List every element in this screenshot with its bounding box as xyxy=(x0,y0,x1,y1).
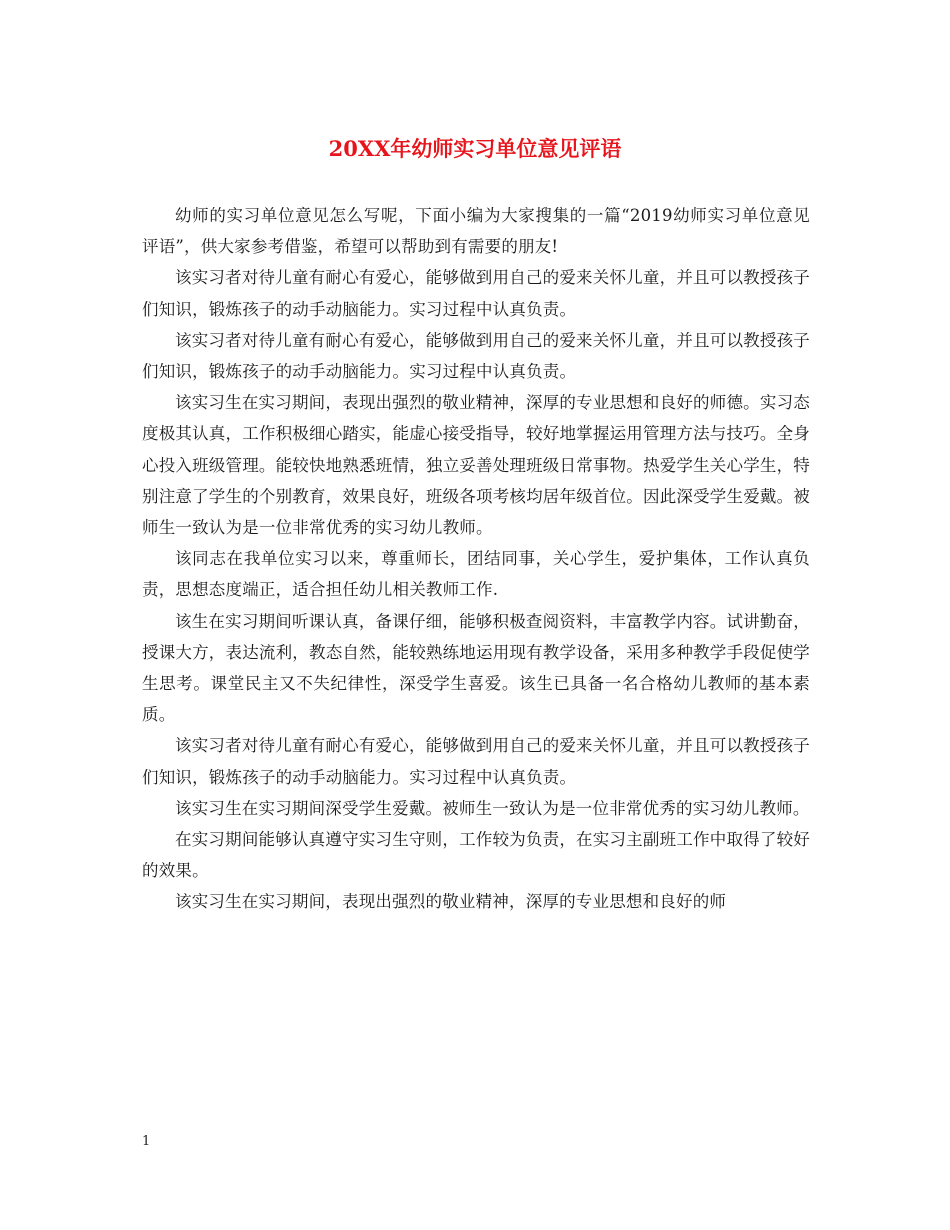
paragraph: 该生在实习期间听课认真，备课仔细，能够积极查阅资料，丰富教学内容。试讲勤奋，授课大方，表达流利，教态自然，能较熟练地运用现有教学设备，采用多种教学手段促使学生思考。课堂民主又不失纪律性，深受学生喜爱。该生已具备一名合格幼儿教师的基本素质。 xyxy=(142,611,810,725)
paragraph-continued: 该实习生在实习期间，表现出强烈的敬业精神，深厚的专业思想和良好的师 xyxy=(175,892,727,912)
paragraph: 该实习者对待儿童有耐心有爱心，能够做到用自己的爱来关怀儿童，并且可以教授孩子们知识，锻炼孩子的动手动脑能力。实习过程中认真负责。 xyxy=(142,330,810,382)
paragraph: 该实习者对待儿童有耐心有爱心，能够做到用自己的爱来关怀儿童，并且可以教授孩子们知识，锻炼孩子的动手动脑能力。实习过程中认真负责。 xyxy=(142,268,810,319)
paragraph: 该实习生在实习期间，表现出强烈的敬业精神，深厚的专业思想和良好的师德。实习态度极其认真，工作积极细心踏实，能虚心接受指导，较好地掌握运用管理方法与技巧。全身心投入班级管理。能较快地熟悉班情，独立妥善处理班级日常事物。热爱学生关心学生，特别注意了学生的个别教育，效果良好，班级各项考核均居年级首位。因此深受学生爱戴。被师生一致认为是一位非常优秀的实习幼儿教师。 xyxy=(142,393,810,538)
document-title: 20XX年幼师实习单位意见评语 xyxy=(328,136,622,161)
paragraph: 在实习期间能够认真遵守实习生守则，工作较为负责，在实习主副班工作中取得了较好的效果。 xyxy=(142,830,810,881)
paragraph: 该实习生在实习期间深受学生爱戴。被师生一致认为是一位非常优秀的实习幼儿教师。 xyxy=(175,798,810,818)
document-body xyxy=(142,200,810,918)
paragraph-intro: 幼师的实习单位意见怎么写呢，下面小编为大家搜集的一篇“2019幼师实习单位意见评语”，供大家参考借鉴，希望可以帮助到有需要的朋友! xyxy=(142,206,810,257)
paragraph: 该同志在我单位实习以来，尊重师长，团结同事，关心学生，爱护集体，工作认真负责，思想态度端正，适合担任幼儿相关教师工作. xyxy=(142,549,810,600)
paragraph: 该实习者对待儿童有耐心有爱心，能够做到用自己的爱来关怀儿童，并且可以教授孩子们知识，锻炼孩子的动手动脑能力。实习过程中认真负责。 xyxy=(142,736,810,787)
page-number: 1 xyxy=(142,1134,151,1149)
